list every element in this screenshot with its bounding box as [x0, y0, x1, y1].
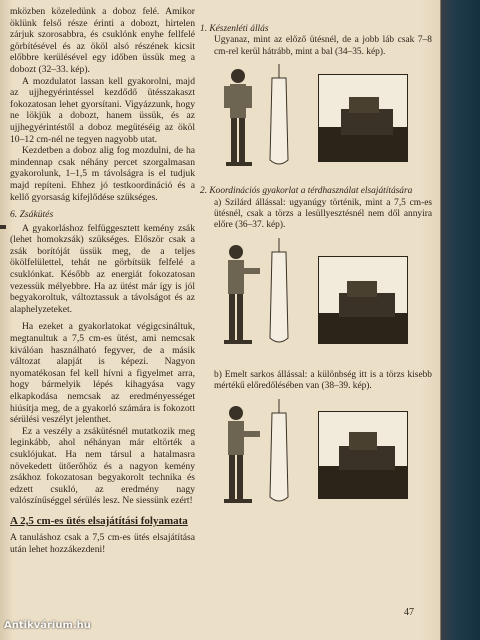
paragraph: mközben közeledünk a doboz felé. Amikor öklünk felső része érinti a dobozt, hirtelen zárjuk szorosabbra, és csuklónk enyhe fellfelé görbítésével és az ököl alsó részének kicsit előbbre kerülésével egy időben üssük meg a dobozt (32–33. kép). — [10, 6, 195, 75]
boxer-illustration — [218, 240, 262, 360]
item-1-title: 1. Készenléti állás — [200, 24, 269, 34]
paragraph: Ez a veszély a zsákütésnél mutatkozik meg leginkább, ahol néhányan már eltörték a csuklójukat. Ha nem társul a hatalmasra növekedett ütőerőhöz és a nagyon kemény zsákhoz fokozatosan begyakorolt technika és edzett csukló, az eredmény nagy valószínűséggel sérülés lesz. Ne siessünk ezért! — [10, 425, 195, 507]
chapter-heading: A 2,5 cm-es ütés elsajátítási folyamata — [10, 514, 188, 527]
page-number: 47 — [404, 607, 414, 618]
paragraph: A mozdulatot lassan kell gyakorolni, majd az ujjhegyérintéssel kezdődő ütésszakaszt fokozatosan lehet gyorsítani. Vigyázzunk, hogy ne lökjük a dobozt, hanem üssük, és az ujjhegyérintéstől a doboz megütéséig az ököl 10–12 cm-nél ne tegyen nagyobb utat. — [10, 75, 195, 145]
left-column — [10, 6, 195, 555]
item-2-title: 2. Koordinációs gyakorlat a térdhasználat elsajátítására — [200, 186, 413, 197]
item-2b: b) Emelt sarkos állással: a különbség itt is a törzs kisebb mértékű előredőlésében van (38–39. kép). — [214, 369, 432, 392]
paragraph: Ha ezeket a gyakorlatokat végigcsináltuk, megtanultuk a 7,5 cm-es ütést, ami nemcsak kiválóan használható fegyver, de a másik változat alapját is képezi. Nagyon nyomatékosan fel kell hívni a figyelmet arra, hogy bármelyik lépés kihagyása vagy elkapkodása nemcsak az eredményességet hiúsítja meg, de a gyakorló számára is fokozott sérülési veszélyt jelenthet. — [10, 321, 195, 426]
watermark: Antikvárium.hu — [4, 620, 91, 631]
closeup-photo — [318, 74, 408, 162]
closeup-photo — [318, 411, 408, 499]
section-heading-6: 6. Zsákütés — [10, 209, 54, 221]
punching-bag — [264, 399, 294, 517]
margin-mark — [0, 225, 6, 229]
punching-bag — [264, 64, 294, 174]
item-1-body: Ugyanaz, mint az előző ütésnél, de a jobb láb csak 7–8 cm-rel kerül hátrább, mint a bal (34–35. kép). — [214, 35, 432, 57]
book-spine — [440, 0, 480, 640]
punching-bag — [264, 238, 294, 358]
figure-38-39 — [200, 397, 432, 525]
right-column — [200, 24, 432, 529]
paragraph: Kezdetben a doboz alig fog mozdulni, de ha mindennap csak néhány percet szorgalmasan gyakorolunk, 1–1,5 m távolságra is el tudjuk majd repíteni. Ehhez jó testkoordináció és a kellő gyorsaság kifejlődése szükséges. — [10, 145, 195, 203]
boxer-illustration — [218, 66, 258, 178]
figure-36-37 — [200, 236, 432, 366]
closeup-photo — [318, 256, 408, 344]
paragraph: A gyakorláshoz felfüggesztett kemény zsák (lehet homokzsák) szükséges. Először csak a zsák borítóját üssük meg, de a teljes ökölfelülettel, tehát ne görbítsük felfelé a csuklónkat. Később az energiát fokozatosan vezessük mélyebbre. Ha az ütést már így is jól begyakoroltuk, változtassuk a távolságot és az alaphelyzeteket. — [10, 222, 195, 315]
figure-34-35 — [200, 62, 432, 182]
paragraph: A tanuláshoz csak a 7,5 cm-es ütés elsajátítása után lehet hozzákezdeni! — [10, 531, 195, 555]
item-2a: a) Szilárd állással: ugyanúgy történik, mint a 7,5 cm-es ütésnél, csak a törzs a lesüllyesztésnél nem dől annyira előre (36–37. kép). — [214, 197, 432, 231]
boxer-illustration — [218, 401, 262, 519]
page-edge — [440, 0, 441, 640]
